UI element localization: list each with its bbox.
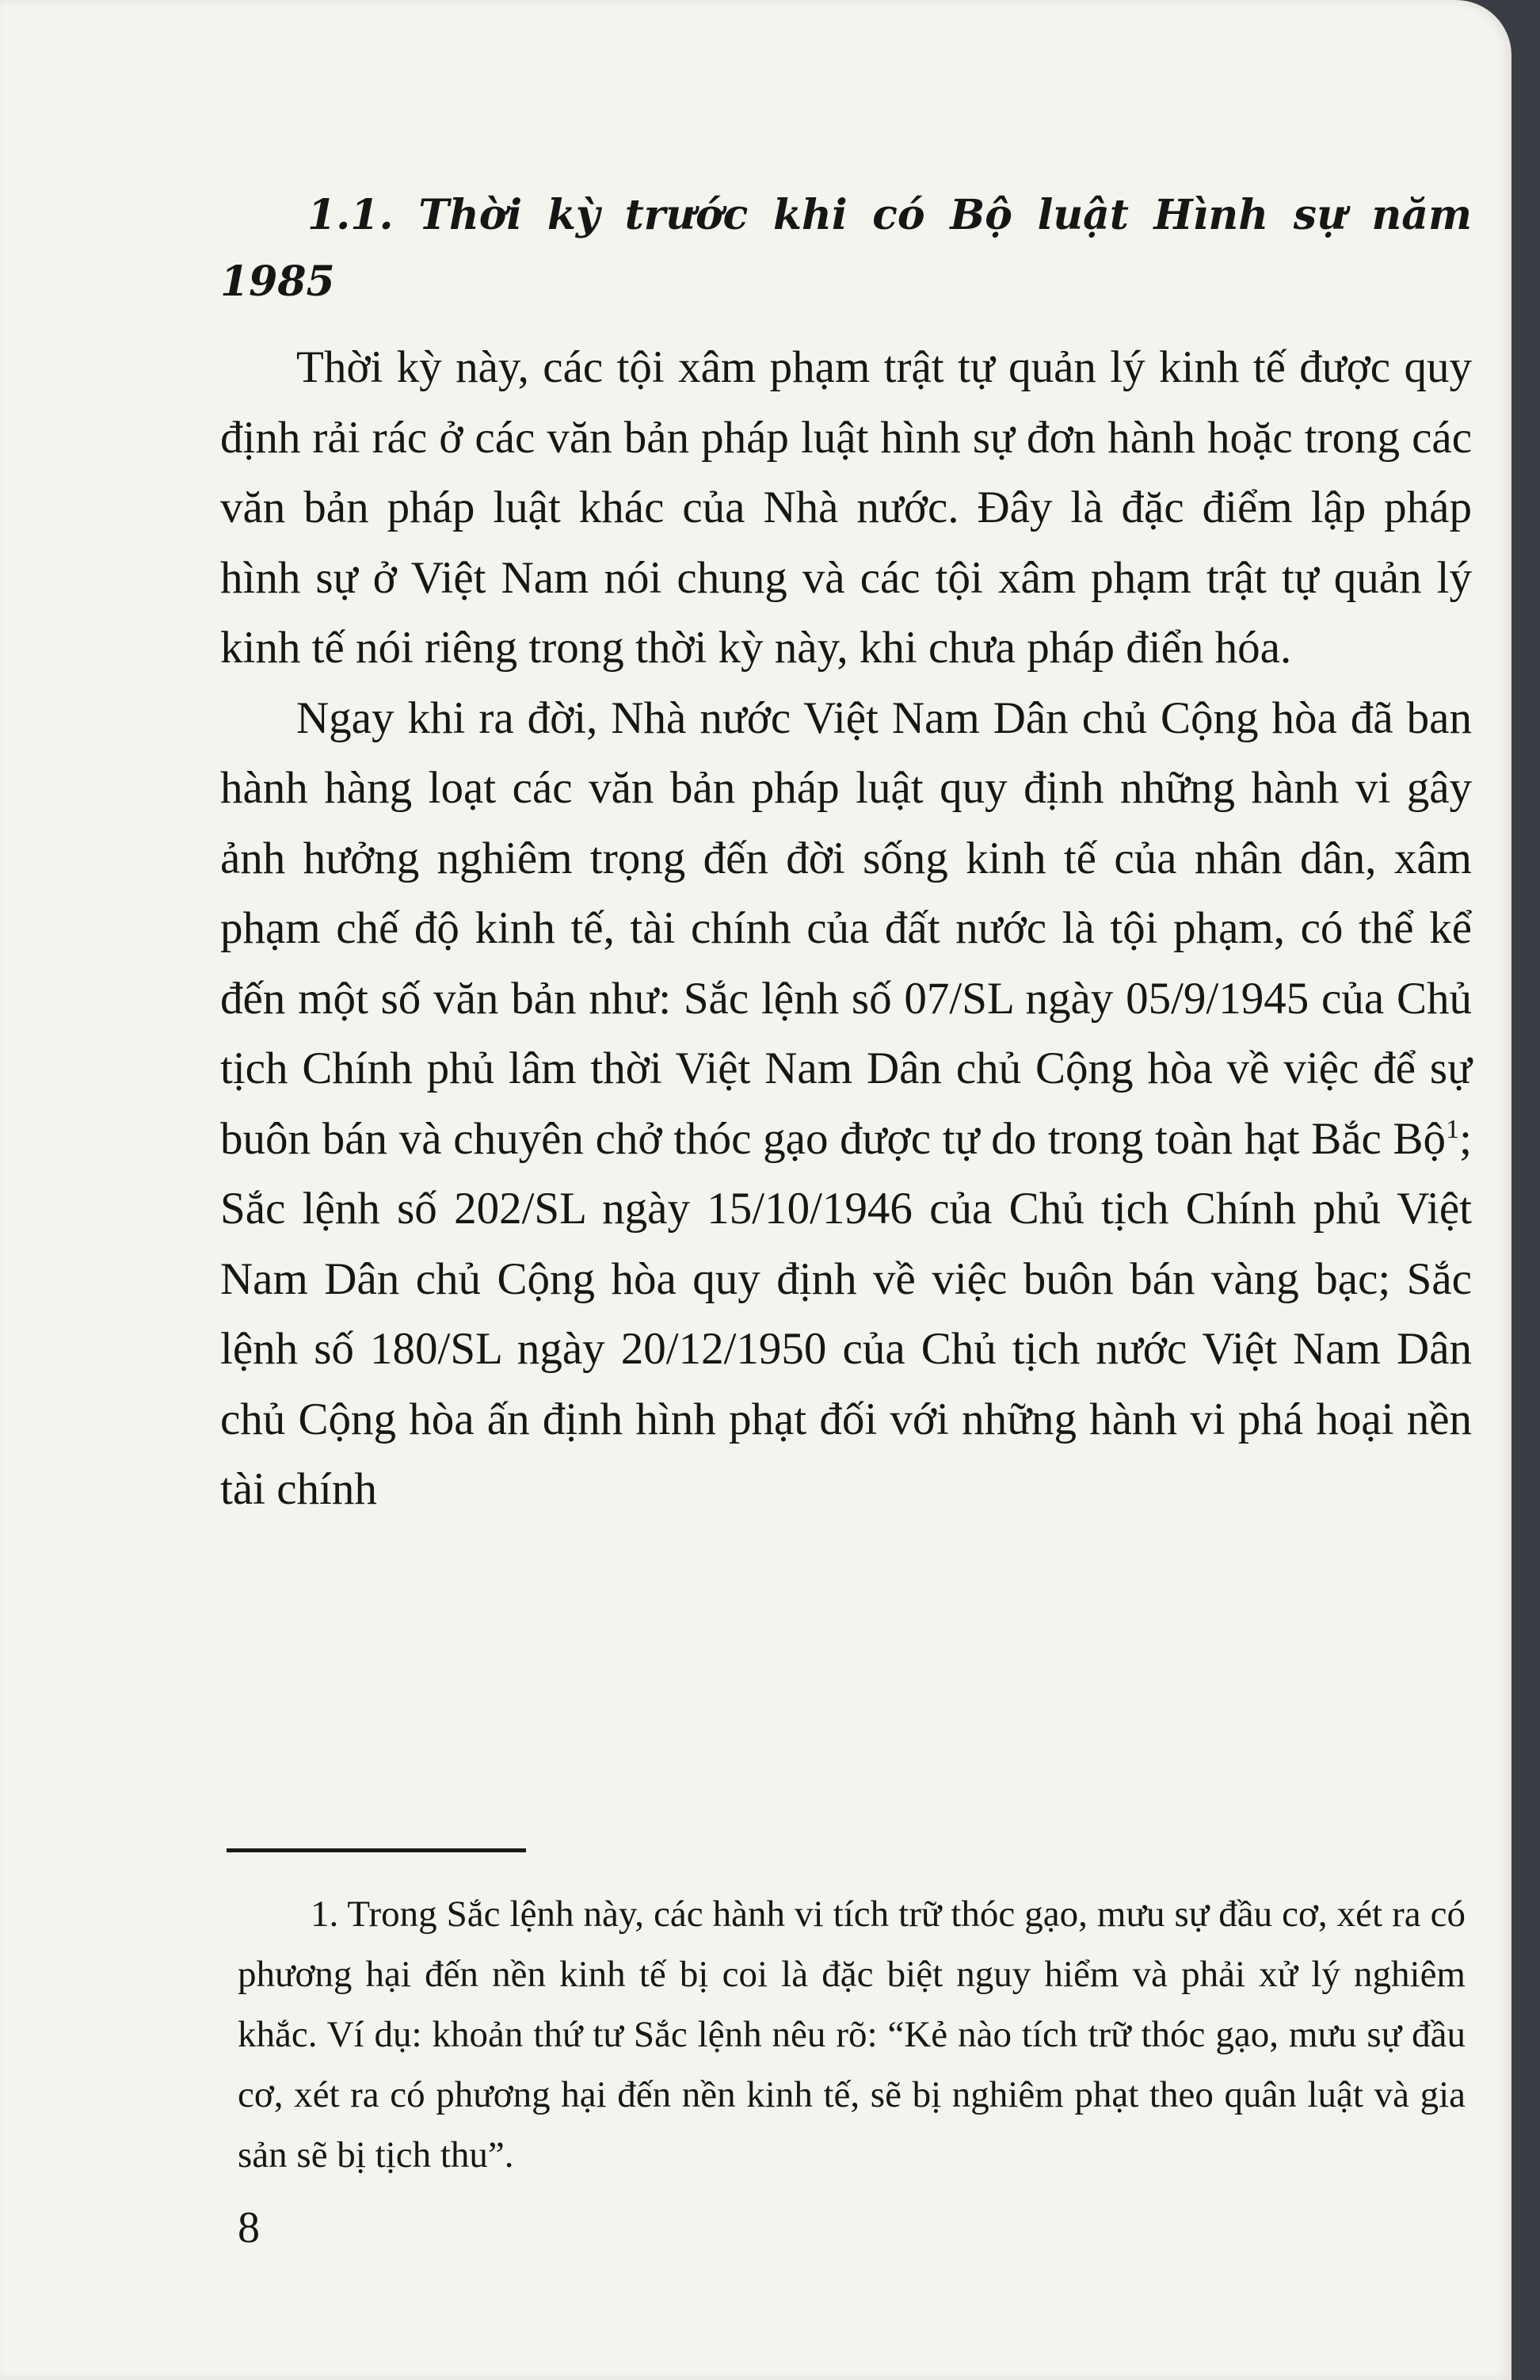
footnote-divider: [227, 1848, 526, 1852]
paragraph-2-text-a: Ngay khi ra đời, Nhà nước Việt Nam Dân chủ Cộng hòa đã ban hành hàng loạt các văn bản pháp luật quy định những hành vi gây ảnh hưởng nghiêm trọng đến đời sống kinh tế của nhân dân, xâm phạm chế độ kinh tế, tài chính của đất nước là tội phạm, có thể kể đến một số văn bản như: Sắc lệnh số 07/SL ngày 05/9/1945 của Chủ tịch Chính phủ lâm thời Việt Nam Dân chủ Cộng hòa về việc để sự buôn bán và chuyên chở thóc gạo được tự do trong toàn hạt Bắc Bộ: [220, 692, 1472, 1164]
page-number: 8: [238, 2203, 260, 2252]
section-heading: 1.1. Thời kỳ trước khi có Bộ luật Hình sự năm 1985: [220, 191, 1472, 306]
footnote: 1. Trong Sắc lệnh này, các hành vi tích trữ thóc gạo, mưu sự đầu cơ, xét ra có phương hại đến nền kinh tế bị coi là đặc biệt nguy hiểm và phải xử lý nghiêm khắc. Ví dụ: khoản thứ tư Sắc lệnh nêu rõ: “Kẻ nào tích trữ thóc gạo, mưu sự đầu cơ, xét ra có phương hại đến nền kinh tế, sẽ bị nghiêm phạt theo quân luật và gia sản sẽ bị tịch thu”.: [238, 1894, 1466, 2176]
paragraph-1: Thời kỳ này, các tội xâm phạm trật tự quản lý kinh tế được quy định rải rác ở các văn bản pháp luật hình sự đơn hành hoặc trong các văn bản pháp luật khác của Nhà nước. Đây là đặc điểm lập pháp hình sự ở Việt Nam nói chung và các tội xâm phạm trật tự quản lý kinh tế nói riêng trong thời kỳ này, khi chưa pháp điển hóa.: [220, 342, 1472, 673]
page-content: [220, 182, 1472, 1525]
paragraph-2: [220, 684, 1472, 1525]
paragraph-2-text-b: ; Sắc lệnh số 202/SL ngày 15/10/1946 của Chủ tịch Chính phủ Việt Nam Dân chủ Cộng hòa quy định về việc buôn bán vàng bạc; Sắc lệnh số 180/SL ngày 20/12/1950 của Chủ tịch nước Việt Nam Dân chủ Cộng hòa ấn định hình phạt đối với những hành vi phá hoại nền tài chính: [220, 1113, 1472, 1514]
footnote-reference[interactable]: 1: [1446, 1114, 1460, 1144]
